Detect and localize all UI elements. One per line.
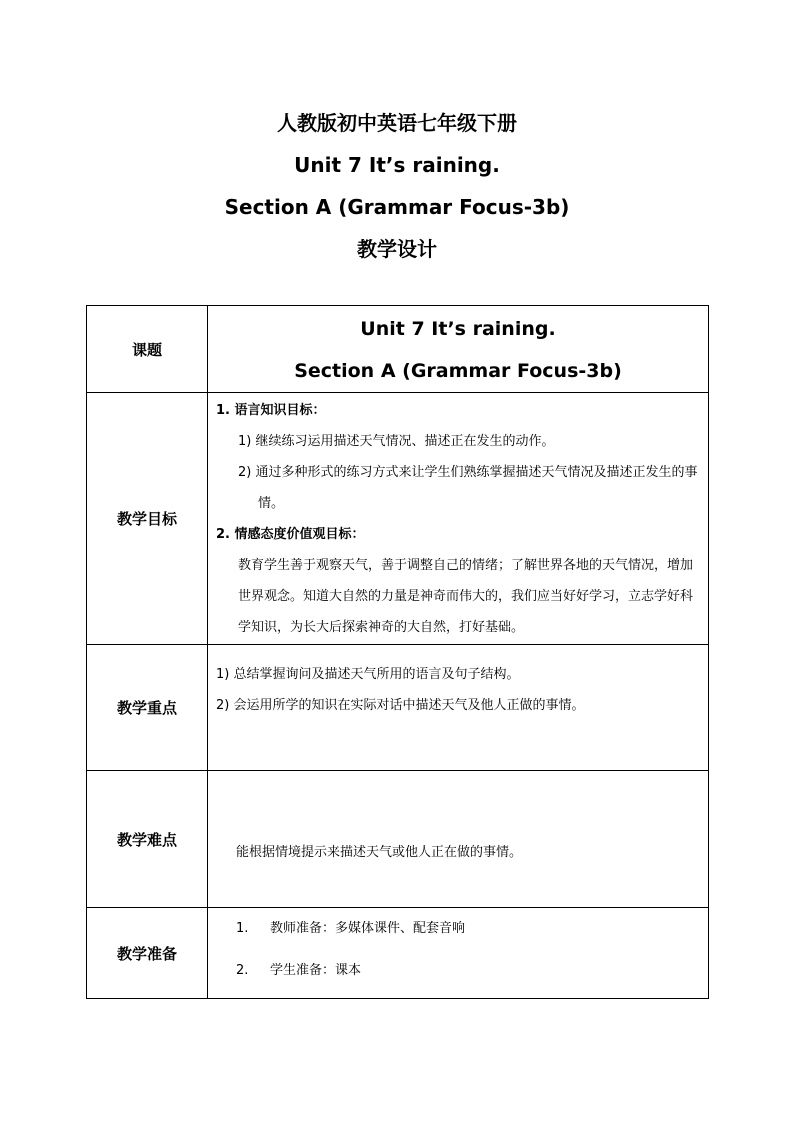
objective-paragraph: 教育学生善于观察天气，善于调整自己的情绪；了解世界各地的天气情况，增加世界观念。知道大自然的力量是神奇而伟大的，我们应当好好学习，立志学好科学知识，为长大后探索神奇的大自然，打好基础。 — [238, 558, 694, 635]
cell-objectives — [208, 393, 709, 645]
preparation-item-1 — [236, 914, 708, 956]
objective-item-1: 1) 继续练习运用描述天气情况、描述正在发生的动作。 — [238, 434, 555, 449]
objective-heading-language: 1. 语言知识目标： — [216, 403, 326, 418]
label-course: 课题 — [87, 306, 208, 393]
preparation-number-2: 2. — [236, 963, 249, 978]
cell-preparation — [208, 908, 709, 999]
objective-item-2: 2) 通过多种形式的练习方式来让学生们熟练掌握描述天气情况及描述正发生的事情。 — [238, 465, 698, 511]
key-point-2: 2) 会运用所学的知识在实际对话中描述天气及他人正做的事情。 — [216, 698, 585, 713]
document-title: 人教版初中英语七年级下册 — [277, 111, 517, 135]
lesson-plan-table — [86, 305, 709, 999]
document-subtitle: 教学设计 — [357, 237, 437, 261]
cell-key-points — [208, 645, 709, 771]
row-difficulties — [87, 771, 709, 908]
row-key-points — [87, 645, 709, 771]
preparation-text-1: 教师准备：多媒体课件、配套音响 — [270, 921, 466, 936]
row-course — [87, 306, 709, 393]
label-difficulties: 教学难点 — [87, 771, 208, 908]
objective-heading-attitude: 2. 情感态度价值观目标： — [216, 527, 365, 542]
preparation-item-2 — [236, 956, 708, 998]
preparation-number-1: 1. — [236, 921, 249, 936]
row-preparation — [87, 908, 709, 999]
row-objectives — [87, 393, 709, 645]
course-unit: Unit 7 It’s raining. — [360, 318, 556, 340]
label-key-points: 教学重点 — [87, 645, 208, 771]
key-point-1: 1) 总结掌握询问及描述天气所用的语言及句子结构。 — [216, 667, 520, 682]
section-title: Section A (Grammar Focus-3b) — [224, 195, 570, 219]
label-objectives: 教学目标 — [87, 393, 208, 645]
course-section: Section A (Grammar Focus-3b) — [294, 360, 622, 382]
difficulty-text: 能根据情境提示来描述天气或他人正在做的事情。 — [236, 844, 523, 860]
label-preparation: 教学准备 — [87, 908, 208, 999]
unit-title: Unit 7 It’s raining. — [294, 153, 500, 177]
preparation-text-2: 学生准备：课本 — [270, 963, 362, 978]
cell-course — [208, 306, 709, 393]
cell-difficulties — [208, 771, 709, 908]
document-title-block — [0, 102, 794, 270]
